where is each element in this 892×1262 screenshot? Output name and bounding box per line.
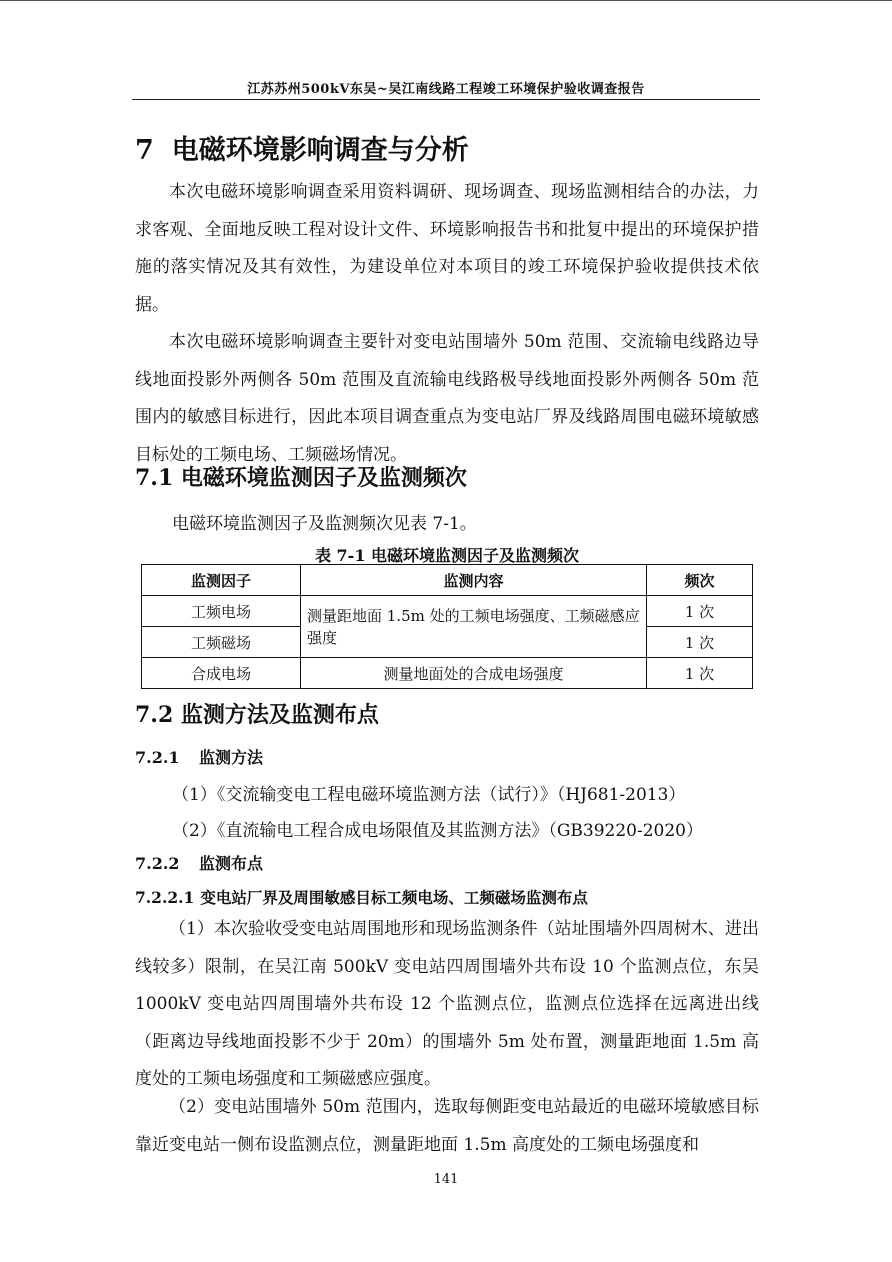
subsection-title: 监测布点 [199, 854, 264, 873]
section-heading-7-1: 7.1 电磁环境监测因子及监测频次 [135, 465, 467, 491]
monitoring-factors-table [141, 564, 753, 689]
table-cell: 1 次 [647, 596, 753, 627]
layout-paragraph: （2）变电站围墙外 50m 范围内，选取每侧距变电站最近的电磁环境敏感目标靠近变电站一侧布设监测点位，测量距地面 1.5m 高度处的工频电场强度和 [135, 1097, 759, 1155]
subsubsection-title: 变电站厂界及周围敏感目标工频电场、工频磁场监测布点 [200, 888, 588, 907]
table-header-cell: 监测内容 [301, 565, 647, 596]
section-heading-7-2: 7.2 监测方法及监测布点 [135, 702, 379, 728]
section-intro: 电磁环境监测因子及监测频次见表 7-1。 [172, 514, 477, 534]
chapter-number: 7 [135, 135, 154, 166]
method-item: （2）《直流输电工程合成电场限值及其监测方法》（GB39220-2020） [172, 821, 703, 841]
method-item: （1）《交流输变电工程电磁环境监测方法（试行）》（HJ681-2013） [172, 785, 686, 805]
table-row [142, 596, 753, 627]
running-header: 江苏苏州500kV东吴~吴江南线路工程竣工环境保护验收调查报告 [247, 82, 645, 97]
table-header-row [142, 565, 753, 596]
table-cell: 测量地面处的合成电场强度 [301, 658, 647, 689]
table-cell: 测量距地面 1.5m 处的工频电场强度、工频磁感应强度 [301, 596, 647, 658]
page-top-border [0, 0, 892, 1]
chapter-title: 电磁环境影响调查与分析 [171, 135, 469, 166]
subsection-number: 7.2.1 [135, 748, 180, 767]
table-cell: 合成电场 [142, 658, 301, 689]
chapter-paragraph: 本次电磁环境影响调查采用资料调研、现场调查、现场监测相结合的办法，力求客观、全面地反映工程对设计文件、环境影响报告书和批复中提出的环境保护措施的落实情况及其有效性，为建设单位对本项目的竣工环境保护验收提供技术依据。 [135, 182, 759, 315]
table-cell: 1 次 [647, 627, 753, 658]
subsection-number: 7.2.2 [135, 854, 180, 873]
subsubsection-heading-7-2-2-1 [135, 886, 588, 908]
layout-paragraph: （1）本次验收受变电站周围地形和现场监测条件（站址围墙外四周树木、进出线较多）限制，在吴江南 500kV 变电站四周围墙外共布设 10 个监测点位，东吴 1000kV 变电站四周围墙外共布设 12 个监测点位，监测点位选择在远离进出线（距离边导线地面投影不少于 20m）的围墙外 5m 处布置，测量距地面 1.5m 高度处的工频电场强度和工频磁感应强度。 [135, 919, 759, 1089]
subsection-heading-7-2-2 [135, 851, 263, 874]
table-row [142, 658, 753, 689]
table-caption: 表 7-1 电磁环境监测因子及监测频次 [314, 546, 580, 565]
chapter-heading [135, 128, 469, 167]
page-number: 141 [433, 1172, 459, 1187]
table-header-cell: 频次 [647, 565, 753, 596]
subsection-heading-7-2-1 [135, 745, 263, 768]
table-cell: 1 次 [647, 658, 753, 689]
table-cell: 工频磁场 [142, 627, 301, 658]
subsection-title: 监测方法 [199, 748, 264, 767]
table-cell: 工频电场 [142, 596, 301, 627]
table-header-cell: 监测因子 [142, 565, 301, 596]
subsubsection-number: 7.2.2.1 [135, 888, 195, 907]
chapter-paragraph: 本次电磁环境影响调查主要针对变电站围墙外 50m 范围、交流输电线路边导线地面投影外两侧各 50m 范围及直流输电线路极导线地面投影外两侧各 50m 范围内的敏感目标进行，因此本项目调查重点为变电站厂界及线路周围电磁环境敏感目标处的工频电场、工频磁场情况。 [135, 332, 759, 465]
header-rule [132, 99, 760, 100]
